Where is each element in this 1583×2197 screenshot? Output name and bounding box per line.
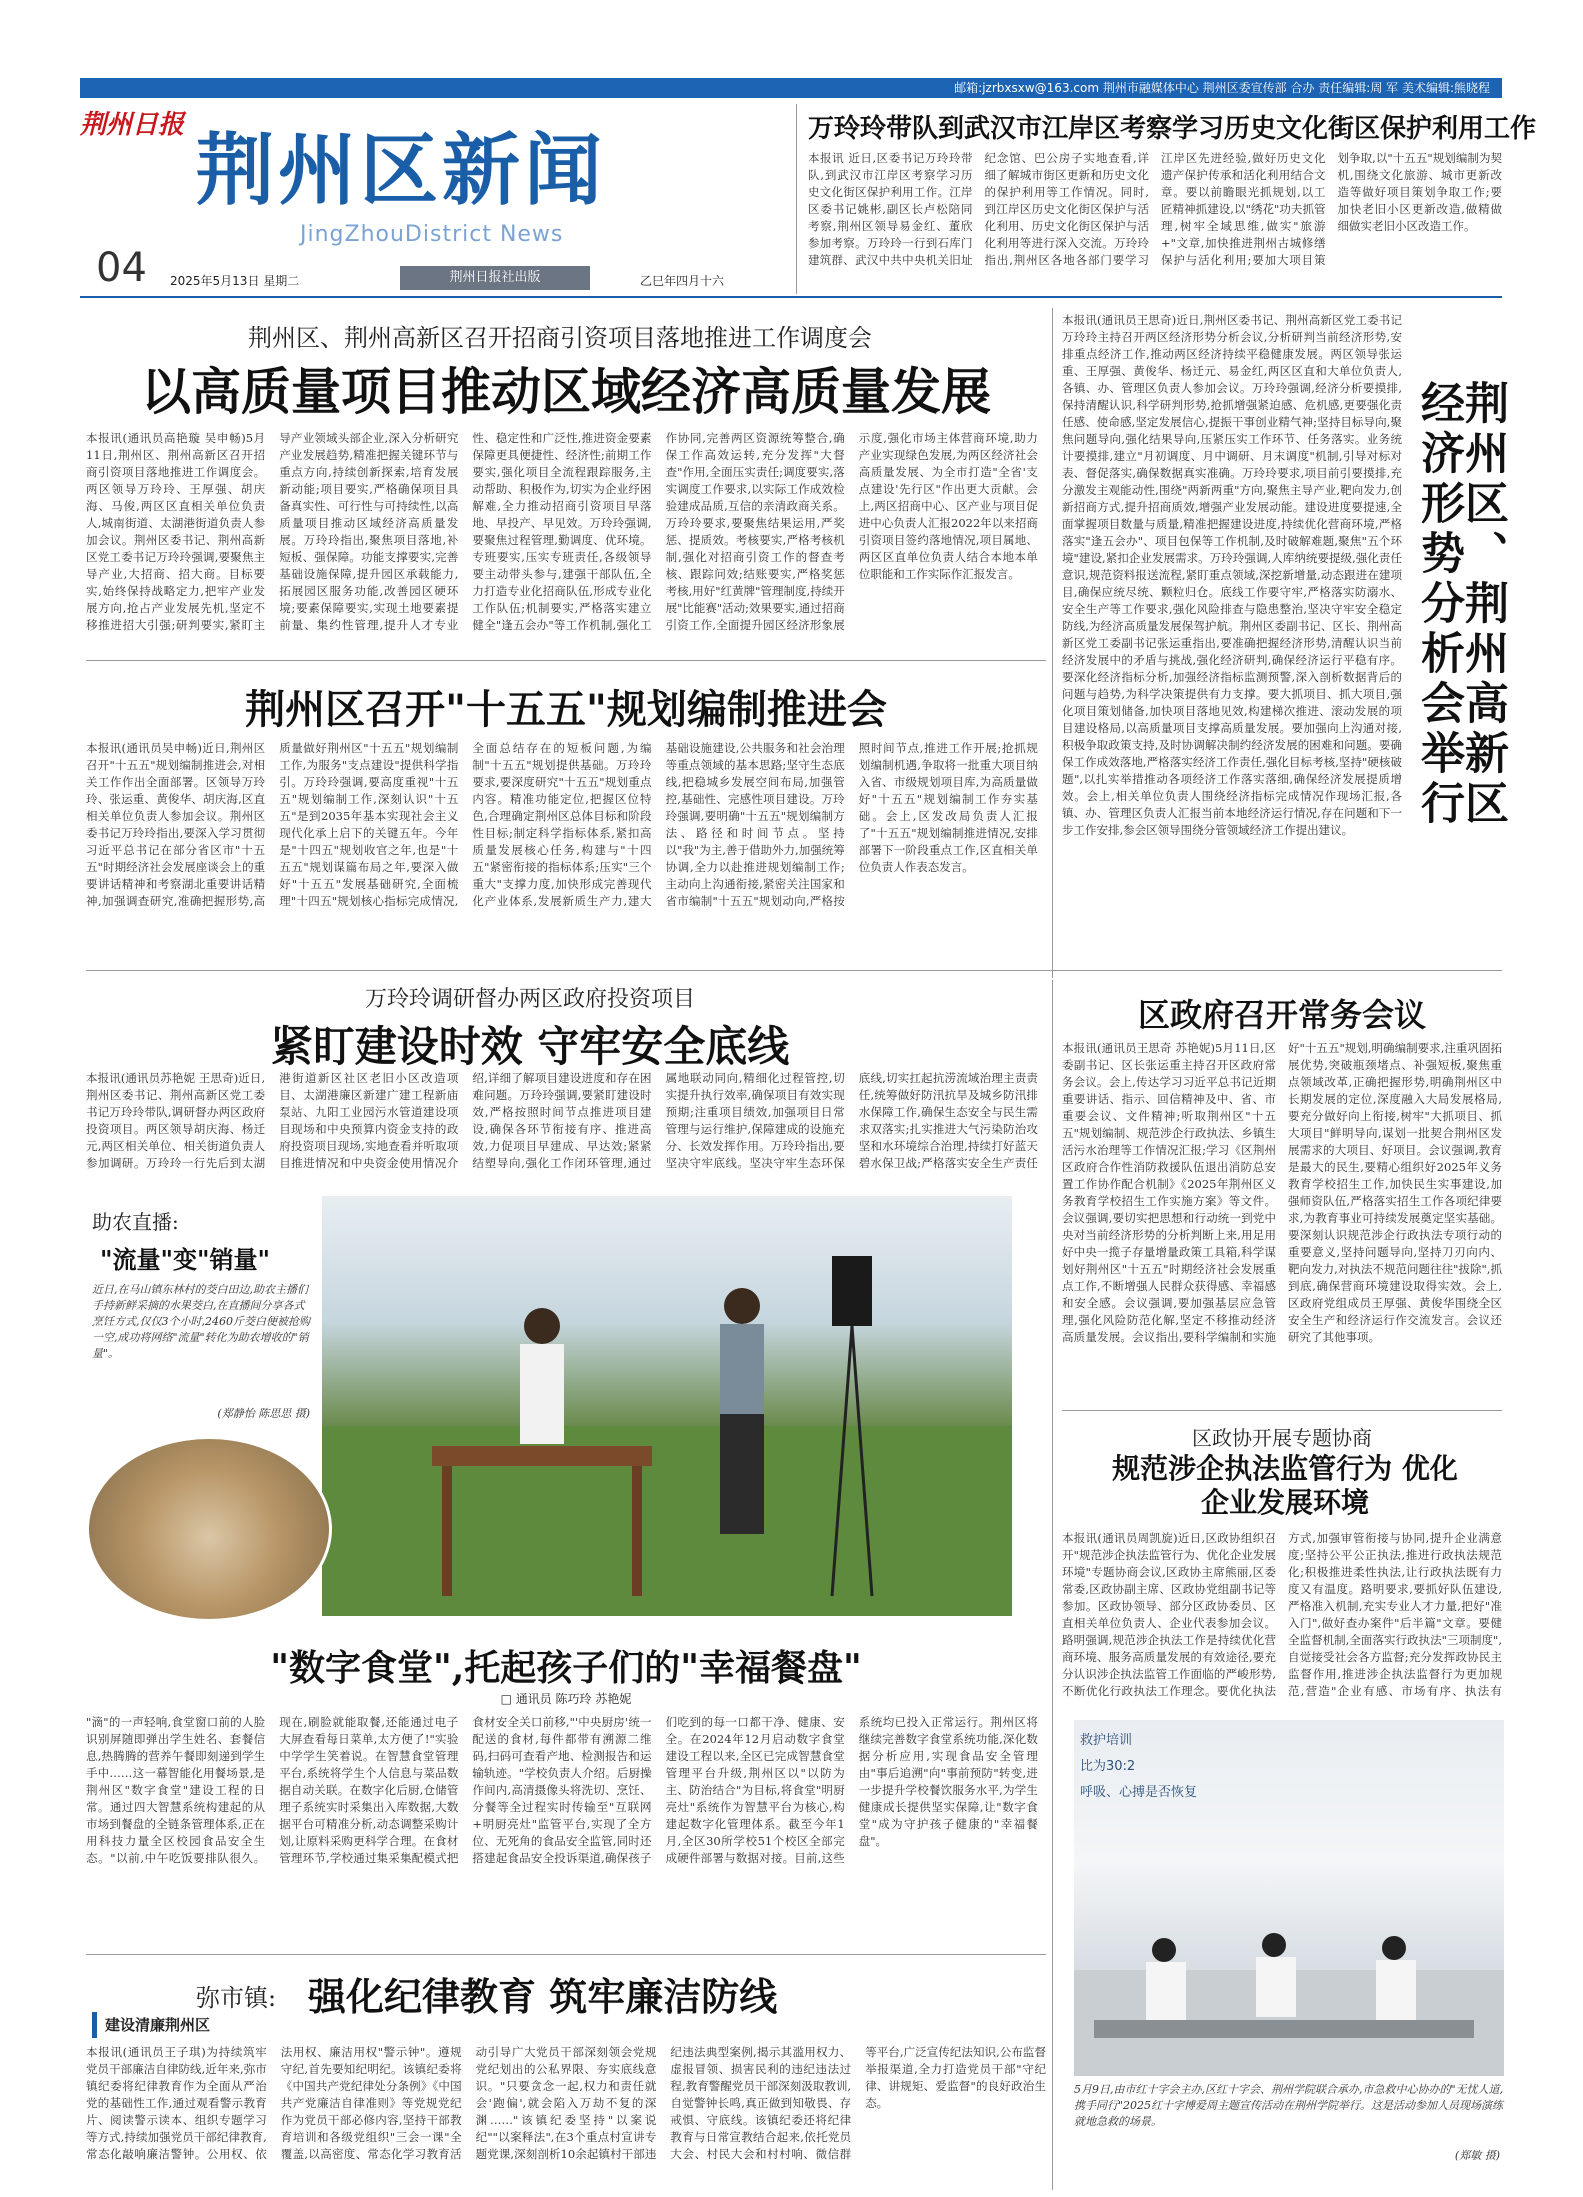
divider (86, 1954, 1046, 1955)
divider (796, 104, 797, 294)
livestream-photo-drawing (322, 1196, 1012, 1616)
a11-credit: (郑敏 摄) (1454, 2149, 1500, 2162)
a9-body: "滴"的一声轻响,食堂窗口前的人脸识别屏随即弹出学生姓名、套餐信息,热腾腾的营养午餐即刻递到学生手中……这一幕智能化用餐场景,是荆州区"数字食堂"建设工程的日常。通过四大智慧系统构建起的从市场到餐盘的全链条管理体系,正在用科技力量全区校园食品安全生态。"以前,中午吃饭要排队很久。现在,刷脸就能取餐,还能通过电子大屏查看每日菜单,太方便了!"实验中学学生笑着说。在智慧食堂管理平台,系统将学生个人信息与菜品数据自动关联。在数字化后厨,仓储管理子系统实时采集出入库数据,大数据平台可精准分析,动态调整采购计划,让原料采购更科学合理。在食材管理环节,学校通过集采集配模式把食材安全关口前移,"'中央厨房'统一配送的食材,每件都带有溯源二维码,扫码可查看产地、检测报告和运输轨迹。"学校负责人介绍。后厨操作间内,高清摄像头将洗切、烹饪、分餐等全过程实时传输至"互联网+明厨亮灶"监管平台,实现了全方位、无死角的食品安全监管,同时还搭建起食品安全投诉渠道,确保孩子们吃到的每一口都干净、健康、安全。在2024年12月启动数字食堂建设工程以来,全区已完成智慧食堂管理平台升级,荆州区以"以防为主、防治结合"为目标,将食堂"明厨亮灶"系统作为智慧平台为核心,构建起数字化管理体系。截至今年1月,全区30所学校51个校区全部完成硬件部署与数据对接。目前,这些系统均已投入正常运行。荆州区将继续完善数字食堂系统功能,深化数据分析应用,实现食品安全管理由"事后追溯"向"事前预防"转变,进一步提升学校餐饮服务水平,为学生健康成长提供坚实保障,让"数字食堂"成为守护孩子健康的"幸福餐盘"。 (86, 1715, 1038, 1865)
a8-credit: (郑静怡 陈思思 摄) (217, 1407, 310, 1420)
divider (86, 970, 1502, 971)
a4-body: 本报讯(通讯员吴申畅)近日,荆州区召开"十五五"规划编制推进会,对相关工作作出全面部署。区领导万玲玲、张运重、黄俊华、胡庆海,区直相关单位负责人参加会议。荆州区委书记万玲玲指出,要深入学习贯彻习近平总书记在部分省区市"十五五"时期经济社会发展座谈会上的重要讲话精神和考察湖北重要讲话精神,加强调查研究,准确把握形势,高质量做好荆州区"十五五"规划编制工作,为服务"支点建设"提供科学指引。万玲玲强调,要高度重视"十五五"规划编制工作,深刻认识"十五五"是到2035年基本实现社会主义现代化承上启下的关键五年。今年是"十四五"规划收官之年,也是"十五五"规划谋篇布局之年,要深入做好"十五五"发展基础研究,全面梳理"十四五"规划核心指标完成情况,全面总结存在的短板问题,为编制"十五五"规划提供基础。万玲玲要求,要深度研究"十五五"规划重点内容。精准功能定位,把握区位特色,合理确定荆州区总体目标和阶段性目标;制定科学指标体系,紧扣高质量发展核心任务,构建与"十四五"紧密衔接的指标体系;压实"三个重大"支撑力度,加快形成完善现代化产业体系,发展新质生产力,建大基础设施建设,公共服务和社会治理等重点领域的基本思路;坚守生态底线,把稳城乡发展空间布局,加强管控,基础性、完感性项目建设。万玲玲强调,要明确"十五五"规划编制方法、路径和时间节点。坚持以"我"为主,善于借助外力,加强统筹协调,全力以赴推进规划编制工作;主动向上沟通衔接,紧密关注国家和省市编制"十五五"规划动向,严格按照时间节点,推进工作开展;抢抓规划编制机遇,争取将一批重大项目纳入省、市级规划项目库,为高质量做好"十五五"规划编制工作夯实基础。会上,区发改局负责人汇报了"十五五"规划编制推进情况,安排部署下一阶段重点工作,区直相关单位负责人作表态发言。 (86, 741, 1038, 908)
header-contact-band: 邮箱:jzrbxsxw@163.com 荆州市融媒体中心 荆州区委宣传部 合办 责任编辑:周 军 美术编辑:熊晓程 (80, 78, 1502, 98)
a8-kicker: 助农直播: (92, 1210, 179, 1234)
a10-body: 本报讯(通讯员王子琪)为持续筑牢党员干部廉洁自律防线,近年来,弥市镇纪委将纪律教育作为全面从严治党的基础性工作,通过观看警示教育片、阅读警示读本、组织专题学习等方式,持续加强党员干部纪律教育,常态化敲响廉洁警钟。公用权、依法用权、廉洁用权"警示钟"。遵规守纪,首先要知纪明纪。该镇纪委将《中国共产党纪律处分条例》《中国共产党廉洁自律准则》等党规党纪作为党员干部必修内容,坚持干部教育培训和各级党组织"三会一课"全覆盖,以高密度、常态化学习教育活动引导广大党员干部深刻领会党规党纪划出的公私界限、夯实底线意识。"只要贪念一起,权力和责任就会'跑偏',就会陷入万劫不复的深渊……"该镇纪委坚持"以案说纪""以案释法",在3个重点村宣讲专题党课,深刻剖析10余起镇村干部违纪违法典型案例,揭示其滥用权力、虚报冒领、损害民利的违纪违法过程,教育警醒党员干部深刻汲取教训,自觉警钟长鸣,真正做到知敬畏、存戒惧、守底线。该镇纪委还将纪律教育与日常宣教结合起来,依托党员大会、村民大会和村村响、微信群等平台,广泛宣传纪法知识,公布监督举报渠道,全力打造党员干部"守纪律、讲规矩、爱监督"的良好政治生态。 (86, 2045, 1046, 2161)
first-aid-photo-signs: 救护培训 比为30:2 呼吸、心搏是否恢复 (1080, 1733, 1198, 1800)
first-aid-photo (1074, 1720, 1504, 2076)
a7-headline: 规范涉企执法监管行为 优化企业发展环境 (1112, 1452, 1458, 1519)
livestream-inset-photo (86, 1436, 332, 1622)
a1-headline: 万玲玲带队到武汉市江岸区考察学习历史文化街区保护利用工作 (808, 114, 1537, 144)
a4-headline: 荆州区召开"十五五"规划编制推进会 (245, 686, 887, 733)
header-rule (80, 296, 1502, 298)
a8-headline: "流量"变"销量" (100, 1245, 271, 1274)
a2-headline: 以高质量项目推动区域经济高质量发展 (141, 362, 991, 421)
a5-body: 本报讯(通讯员苏艳妮 王思奇)近日,荆州区委书记、荆州高新区党工委书记万玲玲带队,调研督办两区政府投资项目。两区领导胡庆海、杨迁元,两区相关单位、相关街道负责人参加调研。万玲玲一行先后到太湖港街道新区社区老旧小区改造项目、太湖港廉区新建广建工程新庙泵站、九阳工业园污水管道建设项目现场和中央预算内资金支持的政府投资项目现场,实地查看并听取项目推进情况和中央资金使用情况介绍,详细了解项目建设进度和存在困难问题。万玲玲强调,要紧盯建设时效,严格按照时间节点推进项目建设,确保各环节衔接有序、推进高效,力促项目早建成、早达效;紧紧结塑导向,强化工作闭环管理,通过属地联动同向,精细化过程管控,切实提升执行效率,确保项目有效实现预期;注重项目绩效,加强项目日常管理与运行维护,保障建成的设施充分、长效发挥作用。万玲玲指出,要坚决守牢底线。坚决守牢生态环保底线,切实扛起抗涝流域治理主责责任,统筹做好防汛抗旱及城乡防汛排水保障工作,确保生态安全与民生需求双落实;扎实推进大气污染防治攻坚和水环境综合治理,持续打好蓝天碧水保卫战;严格落实安全生产责任 (86, 1071, 1038, 1170)
a9-byline: □ 通讯员 陈巧玲 苏艳妮 (500, 1692, 632, 1706)
newspaper-logo: 荆州日报 (80, 110, 185, 140)
a7-body: 本报讯(通讯员周凯旋)近日,区政协组织召开"规范涉企执法监管行为、优化企业发展环境"专题协商会议,区政协主席熊丽,区委常委,区政协副主席、区政协党组副书记等参加。区政协领导、部分区政协委员、区直相关单位负责人、企业代表参加会议。路明强调,规范涉企执法工作是持续优化营商环境、服务高质量发展的有效途径,要充分认识涉企执法监管工作面临的严峻形势,不断优化行政执法工作理念。要优化执法方式,加强审管衔接与协同,提升企业满意度;坚持公平公正执法,推进行政执法规范化;积极推进柔性执法,让行政执法既有力度又有温度。路明要求,要抓好队伍建设,严格准入机制,充实专业人才力量,把好"准入门",做好查办案件"后半篇"文章。要健全监督机制,全面落实行政执法"三项制度",自觉接受社会各方监督;充分发挥政协民主监督作用,推进涉企执法监督行为更加规范,营造"企业有感、市场有序、执法有 (1062, 1531, 1502, 1698)
divider (86, 660, 1046, 661)
a9-headline: "数字食堂",托起孩子们的"幸福餐盘" (270, 1647, 862, 1689)
a10-column-tag: 建设清廉荆州区 (92, 2012, 305, 2038)
a5-headline: 紧盯建设时效 守牢安全底线 (270, 1022, 790, 1071)
divider (1052, 980, 1053, 2190)
a8-caption: 近日,在马山镇东林村的茭白田边,助农主播们手持新鲜采摘的水果茭白,在直播间分享各式烹饪方式,仅仅3个小时,2460斤茭白便被抢购一空,成功将网络"流量"转化为助农增收的"销量"。 (92, 1283, 310, 1360)
a3-kicker: 荆州区、荆州高新区 (1457, 380, 1508, 830)
a10-headline: 强化纪律教育 筑牢廉洁防线 (308, 1974, 778, 2019)
a3-headline: 经济形势分析会举行 (1413, 380, 1464, 830)
a11-caption: 5月9日,由市红十字会主办,区红十字会、荆州学院联合承办,市急救中心协办的"无忧人道,携手同行"2025红十字博爱周主题宣传活动在荆州学院举行。这是活动参加人员现场演练就地急救的场景。 (1074, 2083, 1504, 2128)
a5-kicker: 万玲玲调研督办两区政府投资项目 (364, 987, 695, 1012)
a10-kicker: 弥市镇: (196, 1984, 277, 2012)
lunar-date: 乙巳年四月十六 (640, 274, 725, 288)
divider (1062, 1410, 1502, 1411)
masthead-english: JingZhouDistrict News (300, 222, 564, 247)
a6-body: 本报讯(通讯员王思奇 苏艳妮)5月11日,区委副书记、区长张运重主持召开区政府常务会议。会上,传达学习习近平总书记近期重要讲话、指示、回信精神及中、省、市重要会议、文件精神;听取荆州区"十五五"规划编制、规范涉企行政执法、乡镇生活污水治理等工作情况汇报;学习《区荆州区政府合作性消防救援队伍退出消防总安置工作协作配合机制》《2025年荆州区义务教育学校招生工作实施方案》等文件。会议强调,要切实把思想和行动统一到党中央对当前经济形势的分析判断上来,用足用好中央一揽子存量增量政策工具箱,科学谋划好荆州区"十五五"时期经济社会发展重点工作,不断增强人民群众获得感、幸福感和安全感。会议强调,要加强基层应急管理,强化风险防范化解,坚定不移推动经济高质量发展。会议指出,要科学编制和实施好"十五五"规划,明确编制要求,注重巩固拓展优势,突破瓶颈堵点、补强短板,聚焦重点领域改革,正确把握形势,明确荆州区中长期发展的定位,深度融入大局发展格局,要充分做好向上衔接,树牢"大抓项目、抓大项目"鲜明导向,谋划一批契合荆州区发展需求的大项目、好项目。会议强调,教育是最大的民生,要精心组织好2025年义务教育学校招生工作,加快民生实事建设,加强师资队伍,严格落实招生工作各项纪律要求,为教育事业可持续发展奠定坚实基础。要深刻认识规范涉企行政执法专项行动的重要意义,坚持问题导向,坚持刀刃向内、靶向发力,对执法不规范问题往往"拔除",抓到底,确保营商环境建设取得实效。会上,区政府党组成员王厚强、黄俊华围绕全区安全生产和经济运行作交流发言。会议还研究了其他事项。 (1062, 1041, 1502, 1344)
a7-kicker: 区政协开展专题协商 (1192, 1426, 1372, 1450)
a1-body: 本报讯 近日,区委书记万玲玲带队,到武汉市江岸区考察学习历史文化街区保护利用工作。江岸区委书记姚彬,副区长卢松陪同考察,荆州区领导易金红、董欣参加考察。万玲玲一行到石库门建筑群、武汉中共中央机关旧址纪念馆、巴公房子实地查看,详细了解城市街区更新和历史文化的保护利用等工作情况。同时,到江岸区历史文化街区保护与活化利用、历史文化街区保护与活化利用等进行深入交流。万玲玲指出,荆州区各地各部门要学习江岸区先进经验,做好历史文化遗产保护传承和活化利用结合文章。要以前瞻眼光抓规划,以工匠精神抓建设,以"绣花"功夫抓管理,树牢全域思维,做实"旅游+"文章,加快推进荆州古城修缮保护与活化利用;要加大项目策划争取,以"十五五"规划编制为契机,围绕文化旅游、城市更新改造等做好项目策划争取工作;要加快老旧小区更新改造,做精做细做实老旧小区改造工作。 (808, 151, 1502, 267)
masthead-title: 荆州区新闻 (196, 125, 607, 216)
a2-body: 本报讯(通讯员高艳璇 吴申畅)5月11日,荆州区、荆州高新区召开招商引资项目落地推进工作调度会。两区领导万玲玲、王厚强、胡庆海、马俊,两区区直相关单位负责人,城南街道、太湖港街道负责人参加会议。荆州区委书记、荆州高新区党工委书记万玲玲强调,要聚焦主导产业,大招商、招大商。目标要实,始终保持战略定力,把牢产业发展方向,抢占产业发展先机,坚定不移推进招大引强;研判要实,紧盯主导产业领域头部企业,深入分析研究产业发展趋势,精准把握关键环节与重点方向,持续创新探索,培育发展新动能;项目要实,严格确保项目具备真实性、可行性与可持续性,以高质量项目推动区域经济高质量发展。万玲玲指出,聚焦项目落地,补短板、强保障。功能支撑要实,完善基础设施保障,提升园区承载能力,拓展园区服务功能,改善园区硬环境;要素保障要实,实现土地要素提前量、集约性管理,提升人才专业性、稳定性和广泛性,推进资金要素保障更具便捷性、经济性;前期工作要实,强化项目全流程跟踪服务,主动帮助、积极作为,切实为企业纾困解难,全力推动招商引资项目早落地、早投产、早见效。万玲玲强调,要聚焦过程管理,勤调度、优环境。专班要实,压实专班责任,各级领导要主动带头参与,建强干部队伍,全力打造专业化招商队伍,形成专业化工作队伍;机制要实,严格落实建立健全"逢五会办"等工作机制,强化工作协同,完善两区资源统筹整合,确保工作高效运转,充分发挥"大督查"作用,全面压实责任;调度要实,落实调度工作要求,以实际工作成效检验建成品质,互信的亲清政商关系。万玲玲要求,要聚焦结果运用,严奖惩、提质效。考核要实,严格考核机制,强化对招商引资工作的督查考核、跟踪问效;结账要实,严格奖惩考核,用好"红黄牌"管理制度,持续开展"比能赛"活动;效果要实,通过招商引资工作,全面提升园区经济形象展示度,强化市场主体营商环境,助力产业实现绿色发展,为两区经济社会高质量发展、为全市打造"全省'支点建设'先行区"作出更大贡献。会上,两区招商中心、区产业与项目促进中心负责人汇报2022年以来招商引资项目签约落地情况,项目属地、两区区直单位负责人结合本地本单位职能和工作实际作汇报发言。 (86, 431, 1038, 632)
a3-body: 本报讯(通讯员王思奇)近日,荆州区委书记、荆州高新区党工委书记万玲玲主持召开两区经济形势分析会议,分析研判当前经济形势,安排重点经济工作,推动两区经济持续平稳健康发展。两区领导张运重、王厚强、黄俊华、杨迁元、易金红,两区区直和大单位负责人,各镇、办、管理区负责人参加会议。万玲玲强调,经济分析要摸排,保持清醒认识,科学研判形势,抢抓增强紧迫感、危机感,更要强化责任感、使命感,坚定发展信心,提振干事创业精气神;坚持目标导向,聚焦问题导向,强化结果导向,压紧压实工作环节、任务落实。业务统计要摸排,建立"月初调度、月中调研、月末调度"机制,引导对标对表、督促落实,确保数据真实准确。万玲玲要求,项目前引要摸排,充分激发主观能动性,围绕"两新两重"方向,聚焦主导产业,靶向发力,创新招商方式,提升招商质效,增强产业发展动能。建设进度要提速,全面掌握项目数量与质量,精准把握建设进度,持续优化营商环境,严格落实"逢五会办"、项目包保等工作机制,及时破解难题,聚焦"五个环境"建设,紧扣企业发展需求。万玲玲强调,人库纳统要提级,强化责任意识,规范资料报送流程,紧盯重点领域,深挖新增量,动态跟进在建项目,确保应统尽统、颗粒归仓。底线工作要守牢,严格落实防溺水、安全生产等工作要求,强化风险排查与隐患整治,坚决守牢安全稳定防线,为经济高质量发展保驾护航。荆州区委副书记、区长、荆州高新区党工委副书记张运重指出,要准确把握经济形势,清醒认识当前经济发展中的矛盾与挑战,强化经济研判,确保经济运行平稳有序。要深化经济指标分析,加强经济指标监测预警,深入剖析数据背后的问题与趋势,为科学决策提供有力支撑。要大抓项目、抓大项目,强化项目策划储备,加快项目落地见效,构建梯次推进、滚动发展的项目建设格局,以高质量项目支撑高质量发展。要加强向上沟通对接,积极争取政策支持,及时协调解决制约经济发展的困难和问题。要确保工作成效落地,严格落实经济工作责任,强化目标考核,坚持"硬核破题",以扎实举措推动各项经济工作落实落细,确保经济发展提质增效。会上,相关单位负责人围绕经济指标完成情况作现场汇报,各镇、办、管理区负责人汇报当前本地经济运行情况,存在问题和下一步工作安排,参会区领导围绕分管领域经济工作提出建议。 (1062, 313, 1402, 837)
a6-headline: 区政府召开常务会议 (1137, 996, 1426, 1034)
publisher-tag: 荆州日报社出版 (400, 266, 590, 290)
a2-kicker: 荆州区、荆州高新区召开招商引资项目落地推进工作调度会 (248, 324, 872, 352)
page-number: 04 (96, 245, 147, 291)
divider (1052, 308, 1053, 978)
issue-date: 2025年5月13日 星期二 (170, 274, 300, 288)
livestream-photo (322, 1196, 1012, 1616)
